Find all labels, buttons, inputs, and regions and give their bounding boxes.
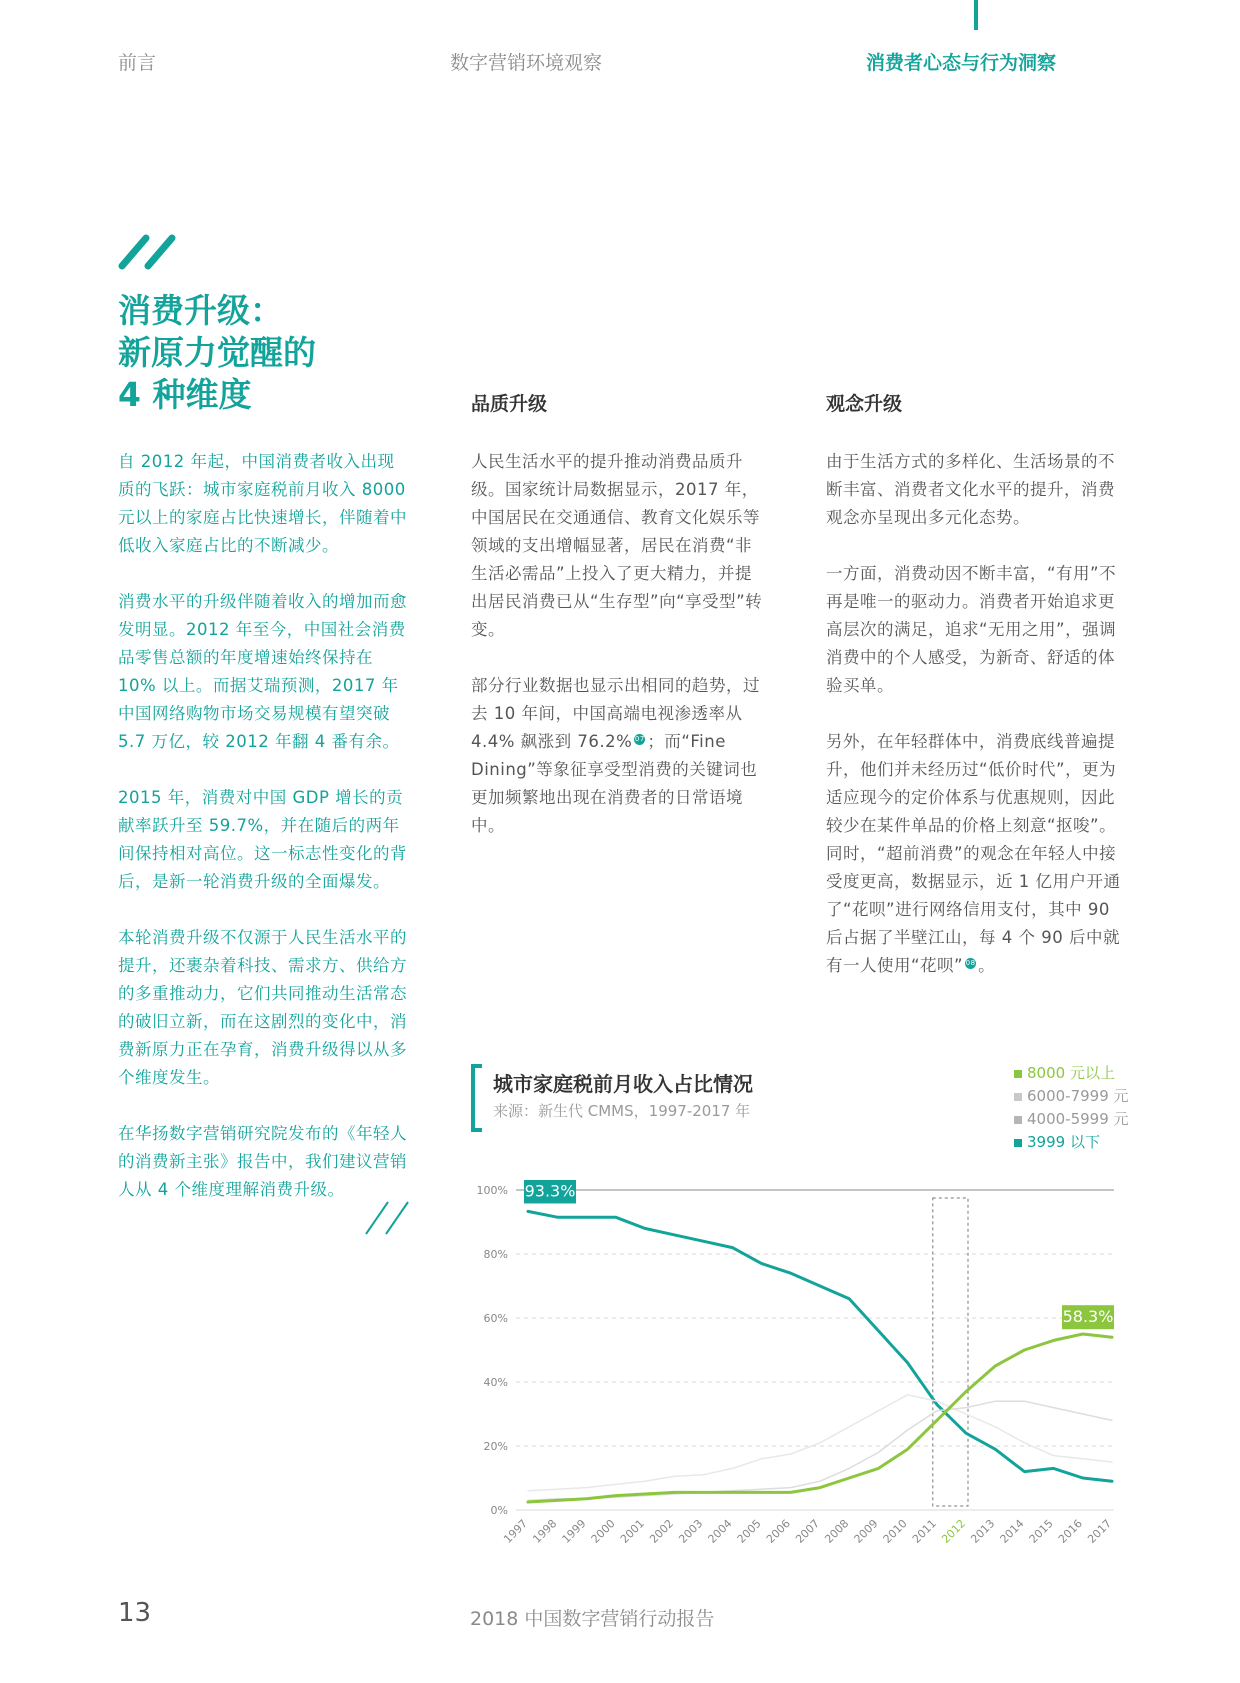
x-tick-label: 2012 [939, 1516, 969, 1546]
concept-upgrade-heading: 观念升级 [826, 393, 903, 415]
left-column [118, 448, 411, 1232]
left-paragraph-5: 在华扬数字营销研究院发布的《年轻人的消费新主张》报告中，我们建议营销人从 4 个维度理解消费升级。 [118, 1124, 407, 1199]
legend-item [1014, 1108, 1129, 1131]
x-tick-label: 2003 [676, 1516, 706, 1546]
footnote-08-icon[interactable]: 08 [965, 958, 976, 967]
y-tick-label: 20% [483, 1440, 508, 1453]
page-number: 13 [118, 1598, 152, 1628]
legend-label: 4000-5999 元 [1027, 1110, 1129, 1128]
report-title-footer: 2018 中国数字营销行动报告 [470, 1608, 715, 1630]
nav-item-preface[interactable]: 前言 [118, 52, 157, 74]
middle-paragraph-2: 部分行业数据也显示出相同的趋势，过去 10 年间，中国高端电视渗透率从 4.4% 飙涨到 76.2% 07 ；而“Fine Dining”等象征享受型消费的关键词也更加频繁地出现在消费者的日常语境中。 [471, 676, 760, 835]
left-paragraph-4: 本轮消费升级不仅源于人民生活水平的提升，还裹杂着科技、需求方、供给方的多重推动力，它们共同推动生活常态的破旧立新，而在这剧烈的变化中，消费新原力正在孕育，消费升级得以从多个维度发生。 [118, 928, 407, 1087]
x-tick-label: 1997 [501, 1516, 531, 1546]
left-paragraph-1: 自 2012 年起，中国消费者收入出现质的飞跃：城市家庭税前月收入 8000 元以上的家庭占比快速增长，伴随着中低收入家庭占比的不断减少。 [118, 452, 407, 555]
x-tick-label: 2010 [880, 1516, 910, 1546]
middle-column [471, 448, 767, 868]
x-tick-label: 2013 [968, 1516, 998, 1546]
series-line [528, 1401, 1112, 1500]
legend-swatch [1014, 1139, 1022, 1147]
legend-swatch [1014, 1070, 1022, 1078]
x-tick-label: 2011 [909, 1516, 939, 1546]
footnote-07-icon[interactable]: 07 [634, 734, 645, 743]
right-paragraph-1: 由于生活方式的多样化、生活场景的不断丰富、消费者文化水平的提升，消费观念亦呈现出多元化态势。 [826, 452, 1115, 527]
series-line [528, 1334, 1112, 1502]
chart-bracket-icon [470, 1064, 484, 1132]
legend-label: 6000-7999 元 [1027, 1087, 1129, 1105]
quality-upgrade-heading: 品质升级 [471, 393, 548, 415]
chart-title: 城市家庭税前月收入占比情况 [493, 1072, 753, 1096]
legend-item [1014, 1062, 1129, 1085]
legend-label: 3999 以下 [1027, 1133, 1100, 1151]
highlight-box [933, 1198, 968, 1506]
series-line [528, 1395, 1112, 1491]
x-tick-label: 2016 [1055, 1516, 1085, 1546]
y-tick-label: 100% [476, 1184, 508, 1197]
x-tick-label: 2009 [851, 1516, 881, 1546]
data-label: 58.3% [1062, 1307, 1114, 1327]
y-tick-label: 80% [483, 1248, 508, 1261]
nav-item-environment[interactable]: 数字营销环境观察 [450, 52, 603, 74]
right-paragraph-2: 一方面，消费动因不断丰富，“有用”不再是唯一的驱动力。消费者开始追求更高层次的满足，追求“无用之用”，强调消费中的个人感受，为新奇、舒适的体验买单。 [826, 564, 1117, 695]
legend-swatch [1014, 1116, 1022, 1124]
x-tick-label: 2008 [822, 1516, 852, 1546]
right-paragraph-3: 另外，在年轻群体中，消费底线普遍提升，他们并未经历过“低价时代”，更为适应现今的定价体系与优惠规则，因此较少在某件单品的价格上刻意“抠唆”。同时，“超前消费”的观念在年轻人中接受度更高，数据显示，近 1 亿用户开通了“花呗”进行网络信用支付，其中 90 后占据了半壁江山，每 4 个 90 后中就有一人使用“花呗” 08 。 [826, 732, 1121, 975]
nav-active-indicator [974, 0, 978, 30]
series-line [528, 1211, 1112, 1481]
double-slash-icon [118, 234, 180, 270]
chart-legend [1014, 1062, 1129, 1154]
x-tick-label: 2015 [1026, 1516, 1056, 1546]
right-column [826, 448, 1122, 1008]
income-share-line-chart [470, 1180, 1130, 1590]
y-tick-label: 60% [483, 1312, 508, 1325]
section-title-line-1: 消费升级： [118, 291, 283, 330]
nav-item-consumer-insight[interactable]: 消费者心态与行为洞察 [866, 52, 1057, 74]
section-title [118, 290, 418, 416]
x-tick-label: 1999 [559, 1516, 589, 1546]
x-tick-label: 2002 [647, 1516, 677, 1546]
y-tick-label: 40% [483, 1376, 508, 1389]
left-paragraph-2: 消费水平的升级伴随着收入的增加而愈发明显。2012 年至今，中国社会消费品零售总额的年度增速始终保持在 10% 以上。而据艾瑞预测，2017 年中国网络购物市场交易规模有望突破 5.7 万亿，较 2012 年翻 4 番有余。 [118, 592, 407, 751]
y-tick-label: 0% [490, 1504, 508, 1517]
x-tick-label: 2000 [588, 1516, 618, 1546]
chart-source: 来源：新生代 CMMS，1997-2017 年 [493, 1102, 751, 1120]
thin-double-slash-icon [362, 1200, 414, 1236]
section-title-line-3: 4 种维度 [118, 375, 252, 414]
middle-paragraph-1: 人民生活水平的提升推动消费品质升级。国家统计局数据显示，2017 年，中国居民在交通通信、教育文化娱乐等领域的支出增幅显著，居民在消费“非生活必需品”上投入了更大精力，并提出居民消费已从“生存型”向“享受型”转变。 [471, 452, 763, 639]
x-tick-label: 2004 [705, 1516, 735, 1546]
x-tick-label: 2017 [1085, 1516, 1115, 1546]
x-tick-label: 1998 [530, 1516, 560, 1546]
x-tick-label: 2014 [997, 1516, 1027, 1546]
legend-label: 8000 元以上 [1027, 1064, 1115, 1082]
section-title-line-2: 新原力觉醒的 [118, 333, 316, 372]
data-label: 93.3% [524, 1181, 576, 1201]
x-tick-label: 2001 [617, 1516, 647, 1546]
x-tick-label: 2005 [734, 1516, 764, 1546]
left-paragraph-3: 2015 年，消费对中国 GDP 增长的贡献率跃升至 59.7%，并在随后的两年间保持相对高位。这一标志性变化的背后，是新一轮消费升级的全面爆发。 [118, 788, 407, 891]
x-tick-label: 2007 [793, 1516, 823, 1546]
legend-item [1014, 1085, 1129, 1108]
legend-swatch [1014, 1093, 1022, 1101]
legend-item [1014, 1131, 1129, 1154]
x-tick-label: 2006 [763, 1516, 793, 1546]
